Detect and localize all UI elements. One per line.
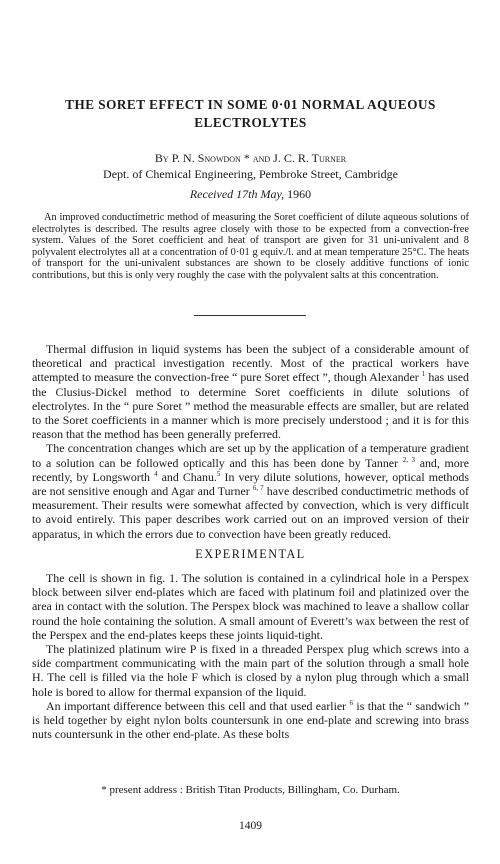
experimental-section: [32, 571, 469, 741]
affiliation: Dept. of Chemical Engineering, Pembroke Street, Cambridge: [103, 167, 398, 181]
abstract-text: An improved conductimetric method of measuring the Soret coefficient of dilute aqueous solutions of electrolytes is described. The results agree closely with those to be expected from a convection-free system. Values of the Soret coefficient and heat of transport are given for 31 uni-univalent and 8 polyvalent electrolytes all at a concentration of 0·01 g equiv./l. and at mean temperature 25°C. The heats of transport for the uni-univalent substances are shown to be closely additive functions of ionic contributions, but this is only very roughly the case with the polyvalent salts at this concentration.: [32, 212, 469, 281]
intro-paragraph-1: [32, 342, 469, 441]
reference-marker: 6, 7: [252, 484, 264, 493]
experimental-paragraph-2: The platinized platinum wire P is fixed in a threaded Perspex plug which screws into a side compartment communicating with the main part of the solution through a small hole H. The cell is filled via the hole F which is closed by a nylon plug through which a small hole is bored to allow for thermal expansion of the liquid.: [32, 642, 469, 699]
intro-p1-text-b: has used the Clusius-Dickel method to determine Soret coefficients in dilute solutions of electrolytes. In the “ pure Soret ” method the measurable effects are smaller, but are related to the Soret coefficients in a manner which is more precisely understood ; and it is for this reason that the method has been generally preferred.: [32, 370, 470, 442]
experimental-paragraph-3: [32, 699, 469, 742]
and-word: and: [252, 151, 271, 165]
reference-marker: 4: [154, 469, 158, 478]
intro-p2-text-e: have described conductimetric methods of measurement. Their results were somewhat affected by convection, which is very difficult to avoid entirely. This paper describes work carried out on an improved version of their apparatus, in which the errors due to convection have been greatly reduced.: [32, 484, 469, 541]
author-block: [32, 150, 469, 182]
by-word: By: [154, 151, 169, 165]
author-2: J. C. R. Turner: [273, 151, 347, 165]
footnote: * present address : British Titan Products, Billingham, Co. Durham.: [101, 784, 400, 796]
author-1: P. N. Snowdon *: [171, 151, 250, 165]
reference-marker: 6: [349, 698, 354, 707]
intro-p2-text-c: and Chanu.: [161, 469, 217, 484]
abstract: [32, 212, 469, 282]
section-heading: EXPERIMENTAL: [195, 547, 306, 561]
intro-p2-text-a: The concentration changes which are set up by the application of a temperature gradient to a solution can be followed optically and this has been done by Tanner: [32, 441, 469, 470]
title-line-2: ELECTROLYTES: [194, 115, 307, 130]
separator-rule: [194, 315, 306, 316]
received-prefix: Received 17: [189, 187, 249, 201]
introduction: [32, 342, 469, 541]
title-line-1: THE SORET EFFECT IN SOME 0·01 NORMAL AQUEOUS: [65, 97, 436, 112]
exp-p3-text-a: An important difference between this cell and that used earlier: [46, 698, 347, 713]
received-suffix: th: [248, 187, 258, 201]
received-year: 1960: [287, 187, 312, 201]
intro-p2-text-b: and, more recently, by Longsworth: [32, 455, 469, 484]
intro-paragraph-2: [32, 441, 469, 540]
reference-marker: 2, 3: [402, 455, 415, 464]
article-title: [32, 96, 469, 132]
reference-marker: 5: [216, 469, 221, 478]
exp-p3-text-b: is that the “ sandwich ” is held together by eight nylon bolts countersunk in one end-plate and screwing into brass nuts countersunk in the other end-plate. As these bolts: [32, 698, 469, 742]
reference-marker: 1: [421, 370, 426, 379]
received-month: May,: [260, 187, 285, 201]
page-number: 1409: [239, 820, 262, 832]
intro-p1-text-a: Thermal diffusion in liquid systems has been the subject of a considerable amount of theoretical and practical investigation recently. Most of the practical workers have attempted to measure the convection-free “ pure Soret effect ”, though Alexander: [32, 342, 469, 385]
experimental-paragraph-1: The cell is shown in fig. 1. The solution is contained in a cylindrical hole in a Perspex block between silver end-plates which are faced with platinum foil and platinized over the area in contact with the solution. The Perspex block was machined to leave a shallow collar round the hole containing the solution. A small amount of Everett’s wax between the rest of the Perspex and the end-plates keeps these joints liquid-tight.: [32, 571, 469, 642]
author-line: [32, 150, 469, 166]
received-date: [32, 187, 469, 202]
intro-p2-text-d: In very dilute solutions, however, optical methods are not sensitive enough and Agar and Turner: [32, 469, 469, 499]
